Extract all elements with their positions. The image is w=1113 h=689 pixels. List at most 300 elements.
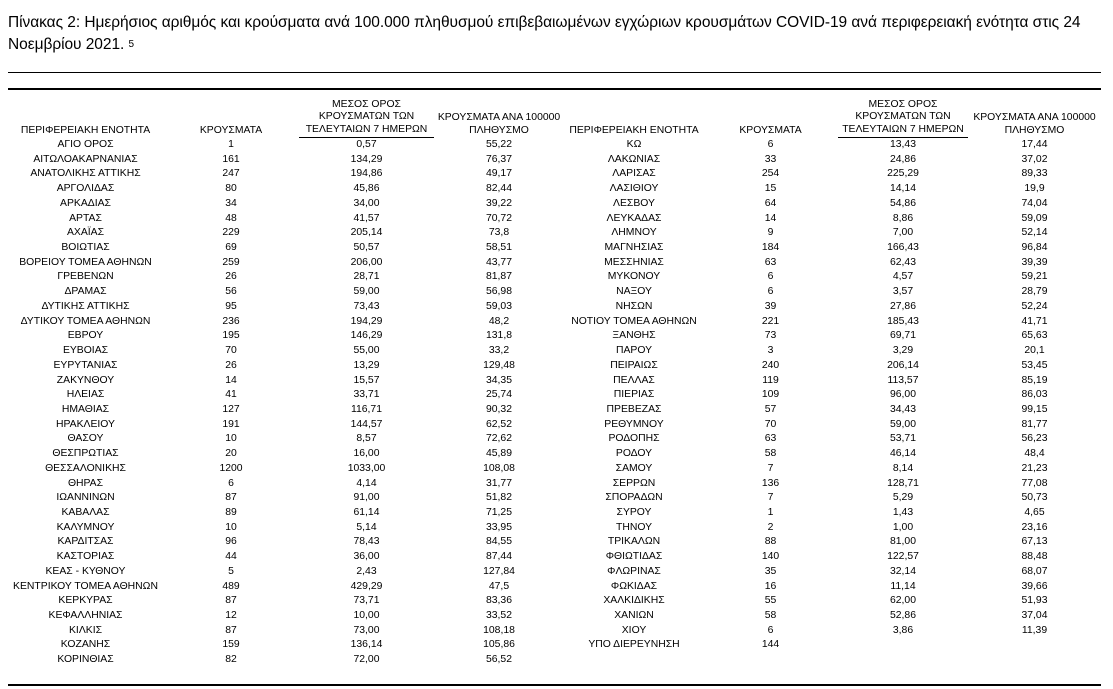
per100k-cell: 39,66 [1021,580,1048,592]
per100k-cell: 88,48 [1021,551,1048,563]
cases-cell: 161 [222,153,240,165]
table-row [8,638,564,653]
unit-cell: ΚΑΛΥΜΝΟΥ [56,521,115,533]
avg-cell [838,638,968,653]
avg-cell: 116,71 [350,403,382,415]
header-avg-line2: ΚΡΟΥΣΜΑΤΩΝ ΤΩΝ [318,111,415,122]
avg-cell: 27,86 [889,300,916,312]
avg-cell: 206,00 [350,256,383,268]
header-per100k [434,112,564,138]
unit-cell: ΒΟΡΕΙΟΥ ΤΟΜΕΑ ΑΘΗΝΩΝ [19,256,152,268]
cases-cell: 89 [225,506,237,518]
unit-cell: ΔΡΑΜΑΣ [64,286,107,298]
left-table-body [8,138,564,668]
avg-cell: 5,29 [892,492,914,504]
table-row [565,344,1101,359]
avg-cell: 73,00 [353,624,380,636]
avg-cell: 4,14 [356,477,377,489]
table-row [8,462,564,477]
per100k-cell: 84,55 [485,536,512,548]
unit-cell: ΠΑΡΟΥ [615,345,653,357]
per100k-cell: 37,04 [1021,610,1048,621]
table-row [565,506,1101,521]
header-unit [8,125,163,139]
unit-cell: ΚΑΡΔΙΤΣΑΣ [57,536,114,548]
cases-cell: 87 [225,492,237,504]
cases-cell: 254 [761,168,780,180]
avg-cell: 429,29 [350,580,383,592]
unit-cell: ΤΡΙΚΑΛΩΝ [607,536,661,548]
avg-cell: 7,00 [892,227,914,239]
cases-cell: 16 [764,580,777,592]
per100k-cell: 81,77 [1021,418,1048,430]
avg-cell: 24,86 [889,153,916,165]
per100k-cell: 55,22 [485,139,512,150]
unit-cell: ΑΙΤΩΛΟΑΚΑΡΝΑΝΙΑΣ [33,153,138,165]
table-row [8,285,564,300]
cases-cell: 34 [225,197,237,209]
unit-cell: ΥΠΟ ΔΙΕΡΕΥΝΗΣΗ [588,639,680,651]
header-per100k [968,112,1101,138]
avg-cell: 62,00 [889,595,916,607]
unit-cell: ΒΟΙΩΤΙΑΣ [61,242,110,254]
per100k-cell: 131,8 [485,330,512,342]
table-row [565,624,1101,639]
cases-cell: 229 [222,227,240,239]
per100k-cell: 58,51 [485,242,512,254]
table-row [565,153,1101,168]
cases-cell: 41 [225,389,237,401]
per100k-cell: 31,77 [485,477,512,489]
unit-cell: ΚΟΡΙΝΘΙΑΣ [57,654,114,666]
unit-cell: ΜΥΚΟΝΟΥ [607,271,661,283]
per100k-cell: 33,95 [485,521,512,533]
table-row [565,388,1101,403]
cases-cell: 20 [225,448,237,460]
unit-cell: ΘΕΣΣΑΛΟΝΙΚΗΣ [45,462,126,474]
table-row [8,329,564,344]
avg-cell: 62,43 [889,256,916,268]
table-row [8,212,564,227]
avg-cell: 53,71 [889,433,916,445]
unit-cell: ΝΟΤΙΟΥ ΤΟΜΕΑ ΑΘΗΝΩΝ [571,315,697,327]
unit-cell: ΡΟΔΟΠΗΣ [608,433,660,445]
unit-cell: ΚΑΣΤΟΡΙΑΣ [56,551,115,563]
cases-cell: 70 [764,418,777,430]
per100k-cell: 72,62 [485,433,512,445]
cases-cell: 39 [764,300,777,312]
unit-cell: ΦΘΙΩΤΙΔΑΣ [605,551,663,563]
per100k-cell: 89,33 [1021,168,1048,180]
unit-cell: ΑΓΙΟ ΟΡΟΣ [57,139,114,150]
header-cases-label: ΚΡΟΥΣΜΑΤΑ [739,124,802,136]
per100k-cell: 77,08 [1021,477,1048,489]
per100k-cell: 59,03 [485,300,512,312]
per100k-cell: 67,13 [1021,536,1048,548]
per100k-cell: 4,65 [1024,506,1045,518]
cases-cell: 56 [225,286,237,298]
per100k-cell: 99,15 [1021,403,1048,415]
unit-cell: ΚΕΝΤΡΙΚΟΥ ΤΟΜΕΑ ΑΘΗΝΩΝ [13,580,158,592]
per100k-cell: 39,22 [485,197,512,209]
avg-cell: 3,57 [892,286,914,298]
cases-cell: 5 [228,565,234,577]
table-row [565,580,1101,595]
cases-cell: 80 [225,183,237,195]
cases-cell: 159 [222,639,240,651]
left-table [8,90,564,668]
per100k-cell: 71,25 [485,506,512,518]
right-table-header [565,90,1101,138]
avg-cell: 194,86 [350,168,383,180]
unit-cell: ΚΑΒΑΛΑΣ [61,506,110,518]
table-row [565,315,1101,330]
unit-cell: ΚΩ [626,139,642,150]
cases-cell: 7 [767,492,774,504]
per100k-cell: 127,84 [483,565,515,577]
unit-cell: ΛΑΣΙΘΙΟΥ [609,183,659,195]
unit-cell: ΚΕΦΑΛΛΗΝΙΑΣ [48,610,123,621]
header-unit-label: ΠΕΡΙΦΕΡΕΙΑΚΗ ΕΝΟΤΗΤΑ [569,124,699,136]
per100k-cell: 39,39 [1021,256,1048,268]
per100k-cell: 76,37 [485,153,512,165]
unit-cell: ΞΑΝΘΗΣ [612,330,656,342]
unit-cell: ΛΕΣΒΟΥ [613,197,655,209]
cases-cell: 14 [225,374,237,386]
cases-cell: 64 [764,197,777,209]
avg-cell: 34,43 [889,403,916,415]
table-row [565,609,1101,624]
per100k-cell: 19,9 [1024,183,1045,195]
unit-cell: ΔΥΤΙΚΗΣ ΑΤΤΙΚΗΣ [41,300,130,312]
per100k-cell: 96,84 [1021,242,1048,254]
unit-cell: ΦΩΚΙΔΑΣ [610,580,658,592]
unit-cell: ΠΙΕΡΙΑΣ [613,389,655,401]
per100k-cell: 11,39 [1021,624,1048,636]
avg-cell: 2,43 [356,565,377,577]
per100k-cell: 51,93 [1021,595,1048,607]
avg-cell: 61,14 [353,506,380,518]
avg-cell: 33,71 [353,389,380,401]
avg-cell: 3,86 [892,624,914,636]
cases-cell: 15 [764,183,777,195]
unit-cell: ΕΥΡΥΤΑΝΙΑΣ [53,359,118,371]
avg-cell: 32,14 [889,565,916,577]
avg-cell: 206,14 [887,359,919,371]
cases-cell: 35 [764,565,777,577]
per100k-cell: 33,2 [488,345,510,357]
unit-cell: ΛΑΚΩΝΙΑΣ [607,153,661,165]
unit-cell: ΧΙΟΥ [621,624,647,636]
unit-cell: ΚΟΖΑΝΗΣ [60,639,111,651]
avg-cell: 34,00 [353,197,380,209]
cases-cell: 73 [764,330,777,342]
unit-cell: ΣΑΜΟΥ [615,462,653,474]
avg-cell: 73,43 [353,300,380,312]
avg-cell: 69,71 [889,330,916,342]
table-row [565,285,1101,300]
per100k-cell: 81,87 [485,271,512,283]
table-row [565,521,1101,536]
per100k-cell: 37,02 [1021,153,1048,165]
unit-cell: ΘΑΣΟΥ [67,433,104,445]
header-cases [163,125,299,139]
table-row [8,565,564,580]
unit-cell: ΛΑΡΙΣΑΣ [612,168,656,180]
avg-cell: 36,00 [353,551,380,563]
cases-cell: 10 [225,521,237,533]
table-row [8,432,564,447]
table-row [565,226,1101,241]
per100k-cell: 59,09 [1021,212,1048,224]
table-row [565,300,1101,315]
per100k-cell [968,638,1101,653]
cases-cell: 109 [761,389,780,401]
avg-cell: 128,71 [887,477,919,489]
table-row [8,256,564,271]
cases-cell: 96 [225,536,237,548]
table-row [565,212,1101,227]
unit-cell: ΠΕΛΛΑΣ [613,374,655,386]
per100k-cell: 108,08 [483,462,515,474]
per100k-cell: 23,16 [1021,521,1048,533]
right-table-body [565,138,1101,653]
cases-cell: 1200 [219,462,243,474]
table-row [8,447,564,462]
avg-cell: 122,57 [887,551,919,563]
cases-cell: 70 [225,345,237,357]
per100k-cell: 59,21 [1021,271,1048,283]
unit-cell: ΣΥΡΟΥ [616,506,652,518]
unit-cell: ΙΩΑΝΝΙΝΩΝ [56,492,115,504]
avg-cell: 50,57 [353,242,380,254]
avg-cell: 225,29 [887,168,919,180]
header-avg [838,99,968,139]
cases-cell: 6 [767,139,774,150]
avg-cell: 5,14 [356,521,377,533]
table-row [8,241,564,256]
avg-cell: 73,71 [353,595,380,607]
table-row [8,521,564,536]
avg-cell: 54,86 [889,197,916,209]
per100k-cell: 33,52 [485,610,512,621]
cases-cell: 1 [228,139,234,150]
cases-cell: 88 [764,536,777,548]
avg-cell: 72,00 [353,654,380,666]
avg-cell: 1033,00 [347,462,386,474]
table-row [8,594,564,609]
cases-cell: 221 [761,315,780,327]
cases-cell: 82 [225,654,237,666]
table-row [565,138,1101,153]
table-row [565,477,1101,492]
per100k-cell: 56,23 [1021,433,1048,445]
cases-cell: 136 [761,477,780,489]
avg-cell: 13,43 [889,139,916,150]
unit-cell: ΡΕΘΥΜΝΟΥ [604,418,664,430]
avg-cell: 8,57 [356,433,377,445]
table-row [565,167,1101,182]
table-row [8,506,564,521]
table-row [8,226,564,241]
table-row [565,359,1101,374]
table-row [8,403,564,418]
avg-cell: 0,57 [356,139,377,150]
table-row [8,359,564,374]
unit-cell: ΔΥΤΙΚΟΥ ΤΟΜΕΑ ΑΘΗΝΩΝ [20,315,151,327]
header-avg-line3: ΤΕΛΕΥΤΑΙΩΝ 7 ΗΜΕΡΩΝ [842,123,964,135]
unit-cell: ΗΡΑΚΛΕΙΟΥ [56,418,115,430]
header-avg-line2: ΚΡΟΥΣΜΑΤΩΝ ΤΩΝ [855,111,951,122]
cases-cell: 87 [225,624,237,636]
avg-cell: 185,43 [887,315,919,327]
unit-cell: ΕΒΡΟΥ [67,330,104,342]
table-row [8,535,564,550]
cases-cell: 127 [222,403,240,415]
per100k-cell: 74,04 [1021,197,1048,209]
avg-cell: 91,00 [353,492,380,504]
cases-cell: 144 [761,639,780,651]
avg-cell: 8,14 [892,462,914,474]
cases-cell: 1 [767,506,774,518]
unit-cell: ΧΑΝΙΩΝ [614,610,654,621]
table-row [8,344,564,359]
per100k-cell: 49,17 [485,168,512,180]
cases-cell: 33 [764,153,777,165]
cases-cell: 236 [222,315,240,327]
unit-cell: ΛΕΥΚΑΔΑΣ [606,212,662,224]
cases-cell: 63 [764,433,777,445]
table-row [8,182,564,197]
table-row [565,241,1101,256]
table-row [565,329,1101,344]
unit-cell: ΣΕΡΡΩΝ [612,477,656,489]
unit-cell: ΠΕΙΡΑΙΩΣ [610,359,658,371]
table-row [8,153,564,168]
avg-cell: 194,29 [350,315,383,327]
cases-cell: 259 [222,256,240,268]
table-row [8,580,564,595]
avg-cell: 11,14 [890,580,916,592]
unit-cell: ΧΑΛΚΙΔΙΚΗΣ [603,595,665,607]
cases-cell: 63 [764,256,777,268]
table-row [565,256,1101,271]
avg-cell: 81,00 [889,536,916,548]
unit-cell: ΚΙΛΚΙΣ [69,624,102,636]
cases-cell: 6 [228,477,234,489]
unit-cell: ΝΗΣΩΝ [615,300,653,312]
avg-cell: 16,00 [353,448,380,460]
cases-cell: 58 [764,610,777,621]
cases-cell: 2 [767,521,774,533]
table-row [8,270,564,285]
unit-cell: ΦΛΩΡΙΝΑΣ [607,565,661,577]
per100k-cell: 129,48 [483,359,515,371]
per100k-cell: 73,8 [488,227,510,239]
per100k-cell: 62,52 [485,418,512,430]
unit-cell: ΚΕΡΚΥΡΑΣ [58,595,113,607]
cases-cell: 9 [767,227,774,239]
avg-cell: 13,29 [353,359,380,371]
table-row [8,138,564,153]
table-row [565,491,1101,506]
unit-cell: ΝΑΞΟΥ [616,286,652,298]
unit-cell: ΓΡΕΒΕΝΩΝ [57,271,114,283]
table-row [565,270,1101,285]
header-avg [299,99,434,139]
unit-cell: ΕΥΒΟΙΑΣ [62,345,109,357]
header-avg-line1: ΜΕΣΟΣ ΟΡΟΣ [332,98,401,110]
header-unit-label: ΠΕΡΙΦΕΡΕΙΑΚΗ ΕΝΟΤΗΤΑ [20,124,151,136]
footnote-marker: 5 [128,39,135,50]
cases-cell: 3 [767,345,774,357]
cases-cell: 55 [764,595,777,607]
per100k-cell: 48,4 [1024,448,1045,460]
avg-cell: 59,00 [353,286,380,298]
avg-cell: 15,57 [353,374,380,386]
header-avg-line1: ΜΕΣΟΣ ΟΡΟΣ [868,98,938,110]
per100k-cell: 17,44 [1021,139,1048,150]
unit-cell: ΡΟΔΟΥ [615,448,653,460]
table-row [565,550,1101,565]
per100k-cell: 70,72 [485,212,512,224]
unit-cell: ΠΡΕΒΕΖΑΣ [606,403,662,415]
per100k-cell: 48,2 [488,315,510,327]
unit-cell: ΑΧΑΪΑΣ [66,227,105,239]
unit-cell: ΣΠΟΡΑΔΩΝ [605,492,663,504]
unit-cell: ΗΛΕΙΑΣ [66,389,105,401]
cases-cell: 7 [767,462,774,474]
unit-cell: ΗΜΑΘΙΑΣ [61,403,110,415]
cases-cell: 69 [225,242,237,254]
table-row [565,565,1101,580]
table-row [565,374,1101,389]
unit-cell: ΚΕΑΣ - ΚΥΘΝΟΥ [45,565,126,577]
unit-cell: ΘΕΣΠΡΩΤΙΑΣ [52,448,119,460]
table-row [565,197,1101,212]
cases-cell: 6 [767,271,774,283]
header-per100k-line1: ΚΡΟΥΣΜΑΤΑ ΑΝΑ 100000 [437,112,561,123]
per100k-cell: 25,74 [485,389,512,401]
per100k-cell: 51,82 [485,492,512,504]
table-row [8,418,564,433]
table-caption [8,12,1108,58]
avg-cell: 1,43 [892,506,914,518]
per100k-cell: 108,18 [483,624,515,636]
table-row [8,167,564,182]
cases-cell: 26 [225,359,237,371]
per100k-cell: 90,32 [485,403,512,415]
cases-cell: 87 [225,595,237,607]
table-row [565,432,1101,447]
unit-cell: ΛΗΜΝΟΥ [611,227,657,239]
cases-cell: 58 [764,448,777,460]
table-row [565,638,1101,653]
avg-cell: 166,43 [887,242,919,254]
avg-cell: 55,00 [353,345,380,357]
avg-cell: 113,57 [887,374,919,386]
avg-cell: 14,14 [889,183,916,195]
avg-cell: 59,00 [889,418,916,430]
header-per100k-line2: ΠΛΗΘΥΣΜΟ [1004,124,1065,136]
table-row [8,374,564,389]
avg-cell: 3,29 [892,345,914,357]
per100k-cell: 85,19 [1021,374,1048,386]
cases-cell: 44 [225,551,237,563]
avg-cell: 136,14 [350,639,383,651]
cases-cell: 184 [761,242,780,254]
table-row [8,609,564,624]
